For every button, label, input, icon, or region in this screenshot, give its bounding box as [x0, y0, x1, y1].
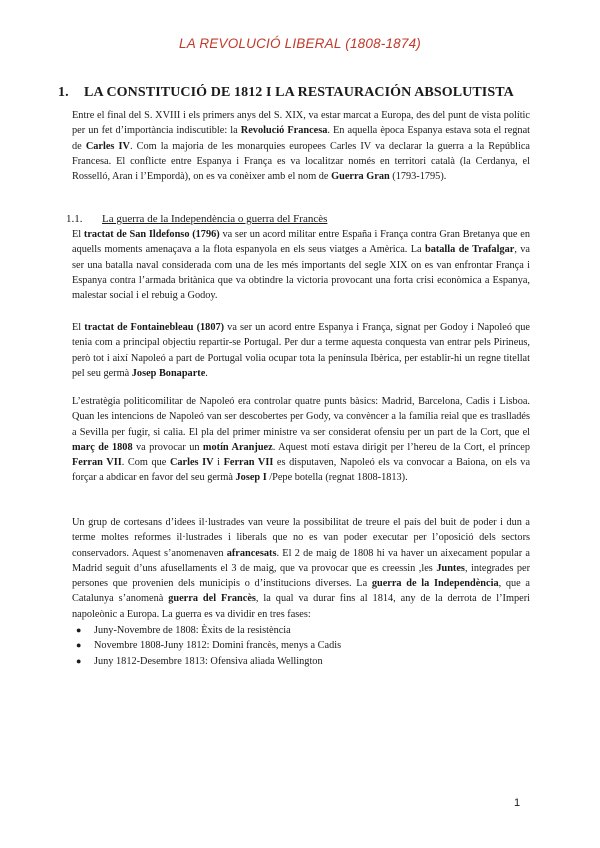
bold-term: Ferran VII — [223, 457, 274, 469]
paragraph-napoleon-strategy — [72, 394, 530, 486]
bold-term: tractat de San Ildefonso (1796) — [83, 229, 220, 240]
bold-term: motín Aranjuez — [202, 441, 273, 453]
paragraph-fontainebleau — [72, 320, 530, 381]
war-phases-list — [72, 623, 530, 669]
text-run: (1793-1795). — [389, 171, 447, 183]
bold-term: Josep I — [235, 472, 267, 484]
list-item: ● Juny 1812-Desembre 1813: Ofensiva aliada Wellington — [72, 654, 530, 669]
paragraph-san-ildefonso — [72, 227, 530, 303]
text-run: . Com la majoria de les monarquies europees Carles IV va declarar la guerra a la República Francesa. El conflicte entre Espanya i França es va localitzar només en territori català (la Cerdanya, el Rosselló, Aran i l’Empordà), on es va conèixer amb el nom de — [72, 140, 530, 183]
bold-term: afrancesats — [226, 547, 277, 559]
list-item: ● Novembre 1808-Juny 1812: Domini francès, menys a Cadis — [72, 638, 530, 653]
text-run: , que a Catalunya s’anomenà — [72, 578, 530, 605]
bold-term: guerra de la Independència — [371, 578, 499, 590]
section-1-1-heading — [66, 213, 526, 225]
text-run: va ser un acord entre Espanya i França, signat per Godoy i Napoleó que tenia com a principal objectiu repartir-se Portugal. Per dur a terme aquesta conquesta van entrar pels Pirineus, però tot i així Napoleó a part de Portugal volia ocupar tota la península Ibèrica, per establir-hi un regne titellat pel seu germà — [72, 322, 530, 379]
text-run: El — [72, 229, 84, 240]
text-run: . Aquest motí estava dirigit per l’hereu de la Cort, el príncep — [272, 441, 530, 453]
text-run: /Pepe botella (regnat 1808-1813). — [266, 472, 408, 484]
bold-term: Juntes — [436, 562, 465, 574]
text-run: . El 2 de maig de 1808 hi va haver un aixecament popular a Madrid seguit d’uns afusellaments el 3 de maig, que va provocar que es creessin ,les — [72, 547, 530, 574]
section-1-title: LA CONSTITUCIÓ DE 1812 I LA RESTAURACIÓN ABSOLUTISTA — [84, 85, 514, 100]
bold-term: Revolució Francesa — [240, 125, 328, 137]
section-1-heading — [58, 85, 538, 101]
section-1-1-title: La guerra de la Independència o guerra del Francès — [102, 213, 328, 225]
bold-term: Josep Bonaparte — [131, 367, 206, 379]
text-run: . Com que — [121, 457, 170, 469]
bold-term: tractat de Fontainebleau (1807) — [84, 322, 225, 333]
section-1-1-number: 1.1. — [66, 213, 83, 225]
text-run: Entre el final del S. XVIII i els primers anys del S. XIX, va estar marcat a Europa, des del punt de vista polític per un fet d’importància indiscutible: la — [72, 110, 530, 137]
text-run: . — [205, 367, 208, 379]
text-run: es disputaven, Napoleó els va convocar a Baiona, on els va forçar a abdicar en favor del seu germà — [72, 457, 531, 484]
text-run: , la qual va durar fins al 1814, any de la derrota de l’Imperi napoleònic a Europa. La guerra es va dividir en tres fases: — [72, 593, 530, 620]
text-run: L’estratègia politicomilitar de Napoleó era controlar quatre punts bàsics: Madrid, Barcelona, Cadis i Lisboa. Quan les intencions de Napoleó van ser descobertes per Gody, va convèncer a la família reial que es traslladés a Sevilla per fugir, si calia. El pla del primer ministre va ser considerat ofensiu per un part de la Cort, que el — [72, 396, 530, 438]
bullet-icon: ● — [76, 625, 82, 635]
bold-term: guerra del Francès — [168, 593, 256, 605]
text-run: va ser un acord militar entre España i França contra Gran Bretanya que en aquells moments amenaçava a la flota espanyola en els seus viatges a Amèrica. La — [72, 229, 530, 256]
bold-term: Carles IV — [85, 140, 130, 152]
paragraph-afrancesats — [72, 515, 530, 622]
bold-term: Guerra Gran — [331, 171, 390, 183]
section-1-intro — [72, 108, 530, 184]
text-run: , va ser una batalla naval considerada com una de les més importants del segle XIX on es van enfrontar França i Espanya contra l’armada britànica que va obtindre la victoria provocant una forta crisi econòmica a Espanya, malestar social i el rebuig a Godoy. — [72, 244, 530, 302]
page-number: 1 — [514, 797, 521, 809]
bold-term: març de 1808 — [72, 441, 133, 453]
document-title: LA REVOLUCIÓ LIBERAL (1808-1874) — [178, 36, 422, 51]
text-run: El — [72, 322, 85, 333]
bold-term: Ferran VII — [72, 457, 122, 469]
bullet-icon: ● — [76, 655, 82, 666]
bullet-icon: ● — [76, 640, 82, 651]
list-item: ● Juny-Novembre de 1808: Èxits de la resistència — [72, 623, 530, 638]
bold-term: batalla de Trafalgar — [424, 244, 515, 256]
text-run: , integrades per persones que provenien dels municipis o d’institucions diverses. La — [72, 562, 530, 590]
text-run: va provocar un — [132, 441, 203, 453]
text-run: Un grup de cortesans d’idees il·lustrades van veure la possibilitat de treure el país del buit de poder i dun a terme moltes reformes il·lustrades i liberals que no es van poder executar per l’oposició dels sectors conservadors. Aquest s’anomenaven — [72, 517, 530, 559]
text-run: . En aquella època Espanya estava sota el regnat de — [72, 125, 531, 152]
section-1-number: 1. — [58, 85, 69, 100]
text-run: i — [213, 457, 224, 469]
bold-term: Carles IV — [169, 457, 214, 469]
